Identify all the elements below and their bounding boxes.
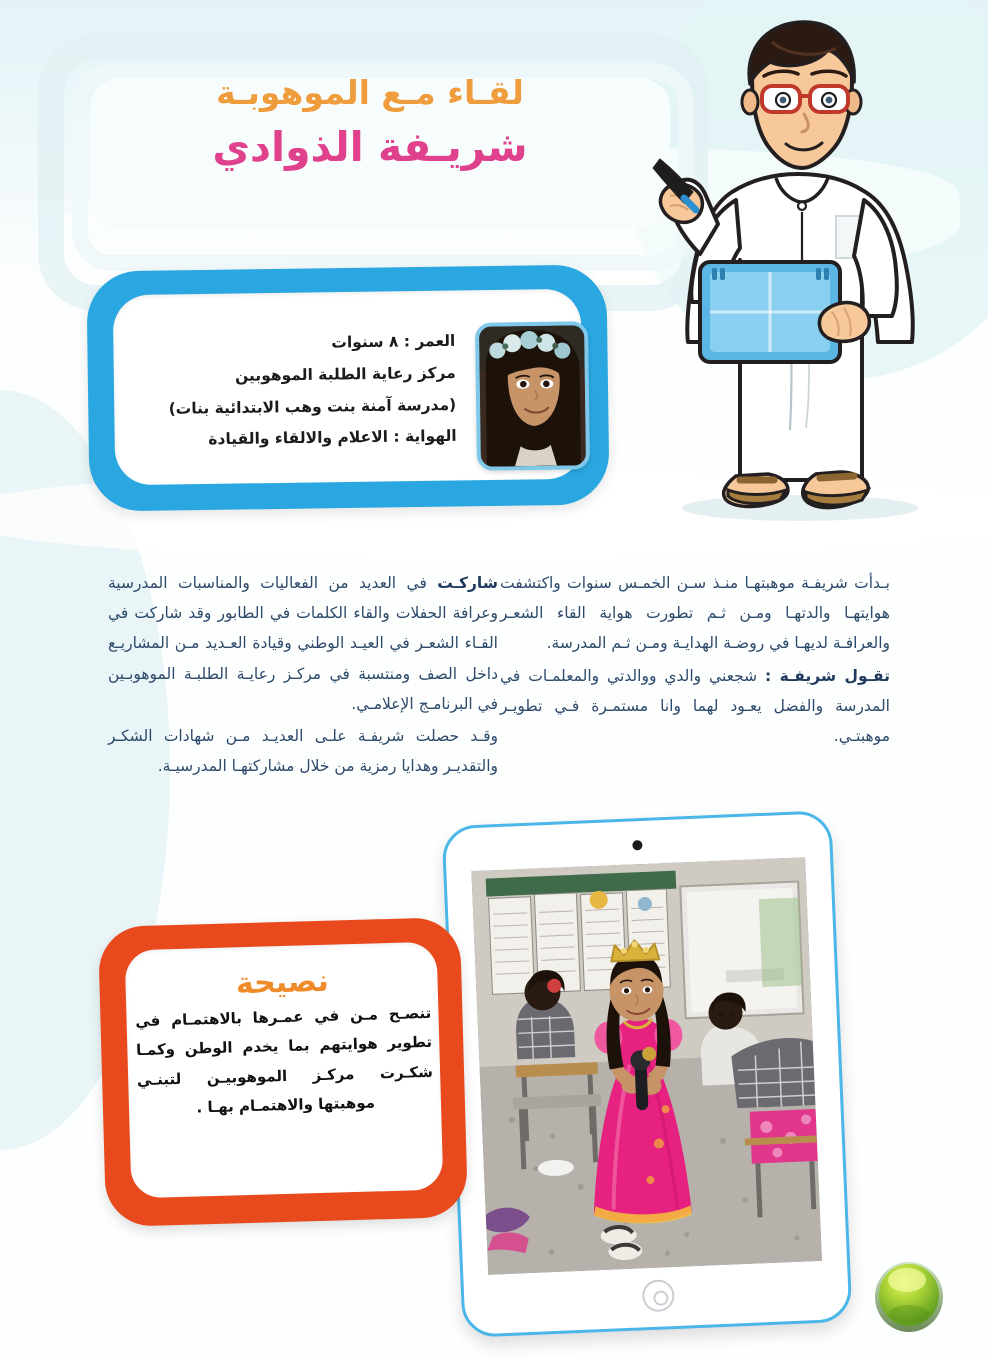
- info-line-age: العمر : ٨ سنوات: [331, 331, 456, 352]
- advice-text: تنصـح مـن في عمـرها بالاهتمـام في تطوير هوايتهم بما يخدم الوطن وكمـا شكـرت مركـز الموهوبيـن لتبنـي موهبتها والاهتمـام بهـا .: [135, 1003, 434, 1117]
- activities-text: في العديد من الفعاليات والمناسبات المدرسية وعرافة الحفلات والقاء الكلمات في الطابور وقد شاركت في القـاء الشعـر في العيـد الوطني وقيادة العـديد مـن المشاريـع داخل الصف ومنتسبة في مركـز رعايـة الطلبـة الموهوبـين في البرنامـج الإعلامـي.: [108, 574, 498, 713]
- article-column-left: [108, 568, 498, 784]
- green-badge-icon: [872, 1258, 946, 1334]
- info-line-hobby: الهواية : الاعلام والالقاء والقيادة: [208, 427, 457, 449]
- profile-portrait-photo: [475, 321, 590, 471]
- info-line-center: مركز رعاية الطلبة الموهوبين: [234, 363, 456, 385]
- page-title: [120, 74, 620, 224]
- paragraph-awards: [108, 721, 498, 781]
- advice-title: نصيحة: [235, 963, 330, 1002]
- title-kicker: لقـاء مـع الموهوبـة: [216, 73, 524, 112]
- article-column-right: [500, 568, 890, 753]
- quote-lead: تقـول شريفـة :: [765, 666, 890, 685]
- advice-card: [102, 922, 464, 1222]
- paragraph-intro: [500, 568, 890, 659]
- boy-illustration: [640, 10, 940, 530]
- tablet-device: [441, 810, 852, 1338]
- quote-text: شجعني والدي ووالدتي والمعلمـات في المدرسة والفضل يعـود لهما وانا مستمـرة فـي تطويـر موهبتـي.: [500, 666, 890, 746]
- advice-card-content: [134, 962, 434, 1124]
- activities-lead: شاركـت: [437, 574, 498, 592]
- awards-text: وقـد حصلت شريفـة علـى العديـد مـن شهادات الشكـر والتقديـر وهدايا رمزية من خلال مشاركتهـا المدرسيـة.: [108, 727, 498, 776]
- tablet-screen-photo: [471, 857, 822, 1275]
- paragraph-intro-text: بـدأت شريفـة موهبتهـا منـذ سـن الخمـس سنوات واكتشفت هوايتهـا والدتهـا ومـن ثـم تطورت هواية القاء الشعـر والعرافـة لديهـا في روضـة الهدايـة ومـن ثـم المدرسة.: [500, 574, 890, 653]
- info-card-lines: [145, 326, 457, 457]
- paragraph-quote: [500, 661, 890, 752]
- title-name: شريـفة الذوادي: [212, 122, 528, 171]
- paragraph-activities: [108, 568, 498, 719]
- info-line-school: (مدرسة آمنة بنت وهب الابتدائية بنات): [168, 395, 457, 418]
- profile-info-card: [88, 268, 608, 508]
